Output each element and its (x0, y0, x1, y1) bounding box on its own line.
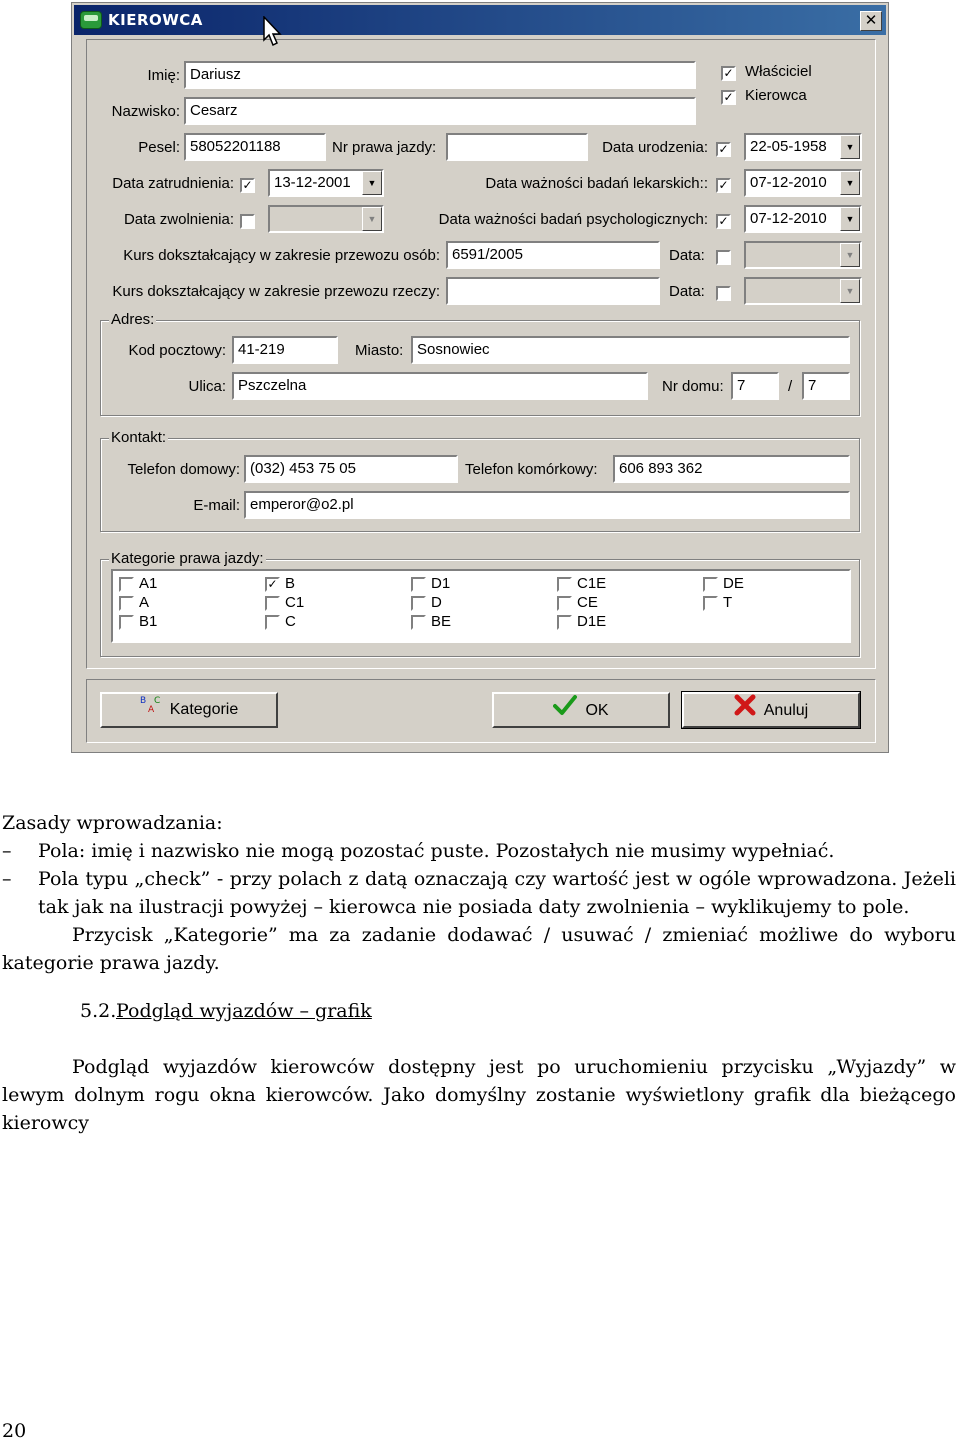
data-urodzenia-label: Data urodzenia: (602, 139, 708, 156)
kategoria-label: A (139, 594, 150, 611)
data-badan-psych-value: 07-12-2010 (750, 210, 827, 227)
checkbox[interactable] (411, 596, 426, 611)
doc-bullet2b: tak jak na ilustracji powyżej – kierowca nie posiada daty zwolnienia – wyklikujemy to pole. (38, 896, 910, 918)
svg-text:C: C (153, 696, 161, 706)
kategoria-t[interactable] (703, 594, 732, 611)
ok-button[interactable] (492, 692, 670, 728)
nr-prawa-label: Nr prawa jazdy: (332, 139, 437, 156)
checkbox[interactable] (703, 596, 718, 611)
data-urodzenia-checkbox[interactable]: ✓ (716, 142, 731, 157)
kategoria-label: A1 (139, 575, 158, 592)
data-badan-psych-checkbox[interactable]: ✓ (716, 214, 731, 229)
ulica-label: Ulica: (188, 378, 226, 395)
nr-domu-input[interactable]: 7 (731, 372, 779, 400)
section-number: 5.2. (80, 1000, 117, 1022)
kategoria-label: T (723, 594, 733, 611)
data-badan-psych-label: Data ważności badań psychologicznych: (438, 211, 708, 228)
data-badan-lek-label: Data ważności badań lekarskich:: (485, 175, 708, 192)
kontakt-group-title: Kontakt: (111, 429, 167, 446)
kod-label: Kod pocztowy: (128, 342, 226, 359)
kod-input[interactable]: 41-219 (232, 336, 338, 364)
checkbox[interactable] (119, 577, 134, 592)
svg-text:B: B (139, 696, 146, 706)
chevron-down-icon[interactable]: ▼ (840, 207, 860, 231)
kurs-rzeczy-date-combo[interactable] (744, 277, 862, 305)
nr-separator: / (788, 378, 793, 395)
chevron-down-icon[interactable]: ▼ (840, 243, 860, 267)
kategoria-b1[interactable] (119, 613, 157, 630)
kategoria-ce[interactable] (557, 594, 598, 611)
imie-label: Imię: (147, 67, 180, 84)
chevron-down-icon[interactable]: ▼ (840, 279, 860, 303)
kurs-osob-input[interactable]: 6591/2005 (446, 241, 660, 269)
section-title: Podgląd wyjazdów – grafik (116, 1000, 372, 1022)
kategoria-label: D (431, 594, 442, 611)
checkbox[interactable] (557, 577, 572, 592)
nr-domu-label: Nr domu: (662, 378, 724, 395)
kategoria-de[interactable] (703, 575, 744, 592)
chevron-down-icon[interactable]: ▼ (362, 171, 382, 195)
kategoria-label: CE (577, 594, 598, 611)
checkbox[interactable] (557, 596, 572, 611)
pesel-label: Pesel: (138, 139, 180, 156)
checkbox[interactable] (119, 596, 134, 611)
email-input[interactable]: emperor@o2.pl (244, 491, 850, 519)
data-badan-lek-combo[interactable] (744, 169, 862, 197)
kurs-osob-label: Kurs dokształcający w zakresie przewozu osób: (123, 247, 440, 264)
email-label: E-mail: (193, 497, 240, 514)
tel-dom-label: Telefon domowy: (127, 461, 240, 478)
cancel-x-icon (734, 694, 756, 728)
imie-input[interactable]: Dariusz (184, 61, 696, 89)
kategoria-d[interactable] (411, 594, 442, 611)
data-zwolnienia-label: Data zwolnienia: (123, 211, 234, 228)
data-badan-psych-combo[interactable] (744, 205, 862, 233)
svg-text:A: A (147, 705, 154, 714)
kategoria-c1[interactable] (265, 594, 304, 611)
data-badan-lek-checkbox[interactable]: ✓ (716, 178, 731, 193)
kategoria-d1e[interactable] (557, 613, 606, 630)
data-zwolnienia-checkbox[interactable] (240, 214, 255, 229)
kurs-rzeczy-checkbox[interactable] (716, 286, 731, 301)
doc-bullet2a: Pola typu „check” - przy polach z datą oznaczają czy wartość jest w ogóle wprowadzona. Jeżeli (38, 868, 956, 890)
mouse-pointer-icon (263, 16, 285, 48)
kategoria-d1[interactable] (411, 575, 450, 592)
data-zatrudnienia-combo[interactable] (268, 169, 384, 197)
checkbox[interactable] (265, 615, 280, 630)
kategoria-label: B1 (139, 613, 158, 630)
doc-heading: Zasady wprowadzania: (2, 812, 223, 834)
checkbox[interactable] (411, 615, 426, 630)
kategoria-label: DE (723, 575, 744, 592)
page-number: 20 (2, 1420, 27, 1442)
data-urodzenia-combo[interactable] (744, 133, 862, 161)
data-zatrudnienia-label: Data zatrudnienia: (112, 175, 234, 192)
checkbox[interactable] (703, 577, 718, 592)
nr-lokalu-input[interactable]: 7 (802, 372, 850, 400)
ok-button-label: OK (585, 702, 609, 720)
bullet-dash: – (2, 868, 12, 890)
checkbox[interactable] (411, 577, 426, 592)
kategoria-a1[interactable] (119, 575, 157, 592)
tel-kom-label: Telefon komórkowy: (465, 461, 598, 478)
kategoria-label: C1E (577, 575, 607, 592)
data-zwolnienia-combo[interactable] (268, 205, 384, 233)
adres-group-title: Adres: (111, 311, 155, 328)
doc-para2a: Podgląd wyjazdów kierowców dostępny jest po uruchomieniu przycisku „Wyjazdy” w (72, 1056, 956, 1078)
data-zatrudnienia-checkbox[interactable]: ✓ (240, 178, 255, 193)
kategoria-c1e[interactable] (557, 575, 606, 592)
anuluj-button-label: Anuluj (763, 702, 809, 720)
chevron-down-icon[interactable]: ▼ (840, 135, 860, 159)
window-title: KIEROWCA (108, 11, 203, 29)
close-button[interactable]: ✕ (860, 11, 882, 31)
tel-kom-input[interactable]: 606 893 362 (613, 455, 850, 483)
doc-bullet1: Pola: imię i nazwisko nie mogą pozostać puste. Pozostałych nie musimy wypełniać. (38, 840, 835, 862)
miasto-label: Miasto: (355, 342, 404, 359)
doc-para2b: lewym dolnym rogu okna kierowców. Jako domyślny zostanie wyświetlony grafik dla bieżącego (2, 1084, 956, 1106)
kategoria-label: BE (431, 613, 452, 630)
kurs-rzeczy-label: Kurs dokształcający w zakresie przewozu rzeczy: (112, 283, 440, 300)
title-bar[interactable] (74, 5, 886, 35)
chevron-down-icon[interactable]: ▼ (362, 207, 382, 231)
kategoria-label: C1 (285, 594, 305, 611)
kategoria-label: C (285, 613, 296, 630)
kurs-rzeczy-data-label: Data: (669, 283, 705, 300)
kategoria-label: B (285, 575, 296, 592)
data-badan-lek-value: 07-12-2010 (750, 174, 827, 191)
anuluj-button[interactable] (682, 692, 860, 728)
nr-prawa-input[interactable] (446, 133, 588, 161)
doc-para1a: Przycisk „Kategorie” ma za zadanie dodawać / usuwać / zmieniać możliwe do wyboru (72, 924, 956, 946)
kierowca-window (71, 2, 889, 753)
kategoria-label: D1E (577, 613, 607, 630)
kategorie-button-label: Kategorie (169, 701, 239, 719)
kierowca-label: Kierowca (745, 87, 807, 104)
kurs-osob-date-combo[interactable] (744, 241, 862, 269)
abc-icon (140, 694, 162, 726)
tel-dom-input[interactable]: (032) 453 75 05 (244, 455, 458, 483)
nazwisko-label: Nazwisko: (111, 103, 180, 120)
wlasciciel-checkbox[interactable]: ✓ (721, 66, 736, 81)
checkbox[interactable]: ✓ (265, 577, 280, 592)
chevron-down-icon[interactable]: ▼ (840, 171, 860, 195)
ulica-input[interactable]: Pszczelna (232, 372, 648, 400)
kurs-osob-data-label: Data: (669, 247, 705, 264)
doc-para1b: kategorie prawa jazdy. (2, 952, 220, 974)
kategoria-be[interactable] (411, 613, 451, 630)
checkmark-icon (553, 694, 577, 728)
kurs-rzeczy-input[interactable] (446, 277, 660, 305)
bus-icon (80, 11, 102, 29)
kategorie-list (111, 569, 851, 643)
checkbox[interactable] (265, 596, 280, 611)
miasto-input[interactable]: Sosnowiec (411, 336, 850, 364)
kierowca-checkbox[interactable]: ✓ (721, 90, 736, 105)
data-zatrudnienia-value: 13-12-2001 (274, 174, 351, 191)
kategorie-group-title: Kategorie prawa jazdy: (111, 550, 264, 567)
pesel-input[interactable]: 58052201188 (184, 133, 326, 161)
adres-group (100, 311, 860, 416)
checkbox[interactable] (557, 615, 572, 630)
kategoria-label: D1 (431, 575, 451, 592)
kurs-osob-checkbox[interactable] (716, 250, 731, 265)
checkbox[interactable] (119, 615, 134, 630)
bullet-dash: – (2, 840, 12, 862)
doc-para2c: kierowcy (2, 1112, 89, 1134)
kategoria-c[interactable] (265, 613, 296, 630)
wlasciciel-label: Właściciel (745, 63, 812, 80)
kategorie-button[interactable] (100, 692, 278, 728)
nazwisko-input[interactable]: Cesarz (184, 97, 696, 125)
data-urodzenia-value: 22-05-1958 (750, 138, 827, 155)
kategoria-b[interactable] (265, 575, 295, 592)
kategoria-a[interactable] (119, 594, 149, 611)
